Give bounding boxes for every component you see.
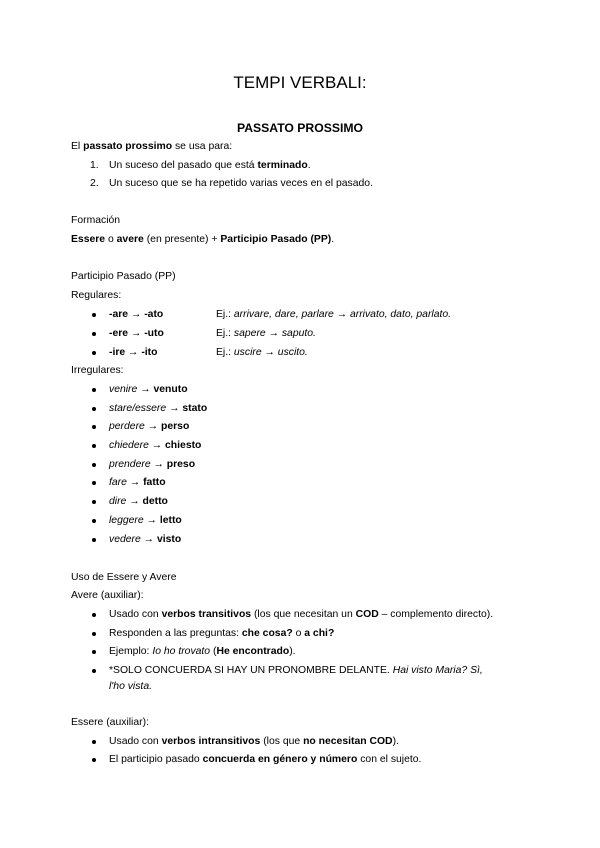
list-item-example: Ej.: uscire → uscito. <box>216 347 308 358</box>
label-regulares: Regulares: <box>71 290 122 301</box>
list-number: 1. <box>90 160 99 171</box>
list-item: vedere → visto <box>109 534 182 545</box>
heading-formacion: Formación <box>71 215 121 226</box>
intro-text: El passato prossimo se usa para: <box>71 141 233 152</box>
list-item-example: Ej.: arrivare, dare, parlare → arrivato, dato, parlato. <box>216 309 452 320</box>
list-item: dire → detto <box>109 496 168 507</box>
list-item: perdere → perso <box>109 421 190 432</box>
page-title: TEMPI VERBALI: <box>233 73 367 92</box>
list-item: -ire → -ito <box>109 347 158 358</box>
list-item: prendere → preso <box>109 459 196 470</box>
label-irregulares: Irregulares: <box>71 365 124 376</box>
list-number: 2. <box>90 178 99 189</box>
list-item: Usado con verbos intransitivos (los que no necesitan COD). <box>109 736 399 747</box>
list-item: Responden a las preguntas: che cosa? o a chi? <box>109 628 335 639</box>
heading-uso: Uso de Essere y Avere <box>71 572 177 583</box>
list-item: stare/essere → stato <box>109 403 208 414</box>
list-item: Un suceso del pasado que está terminado. <box>109 160 311 171</box>
formacion-text: Essere o avere (en presente) + Participio Pasado (PP). <box>71 234 335 245</box>
list-item: Usado con verbos transitivos (los que necesitan un COD – complemento directo). <box>109 609 494 620</box>
list-item: Ejemplo: Io ho trovato (He encontrado). <box>109 646 296 657</box>
label-essere: Essere (auxiliar): <box>71 717 149 728</box>
list-item: *SOLO CONCUERDA SI HAY UN PRONOMBRE DELANTE. Hai visto Maria? Sì, <box>109 665 483 676</box>
list-item: fare → fatto <box>109 477 166 488</box>
list-item: Un suceso que se ha repetido varias veces en el pasado. <box>109 178 373 189</box>
list-item-continuation: l'ho vista. <box>109 681 152 692</box>
list-item-example: Ej.: sapere → saputo. <box>216 328 316 339</box>
list-item: leggere → letto <box>109 515 182 526</box>
section-title: PASSATO PROSSIMO <box>237 121 363 135</box>
list-item: -ere → -uto <box>109 328 164 339</box>
list-item: -are → -ato <box>109 309 164 320</box>
list-item: chiedere → chiesto <box>109 440 202 451</box>
label-avere: Avere (auxiliar): <box>71 590 144 601</box>
heading-participio: Participio Pasado (PP) <box>71 271 176 282</box>
list-item: El participio pasado concuerda en género y número con el sujeto. <box>109 754 422 765</box>
list-item: venire → venuto <box>109 384 188 395</box>
